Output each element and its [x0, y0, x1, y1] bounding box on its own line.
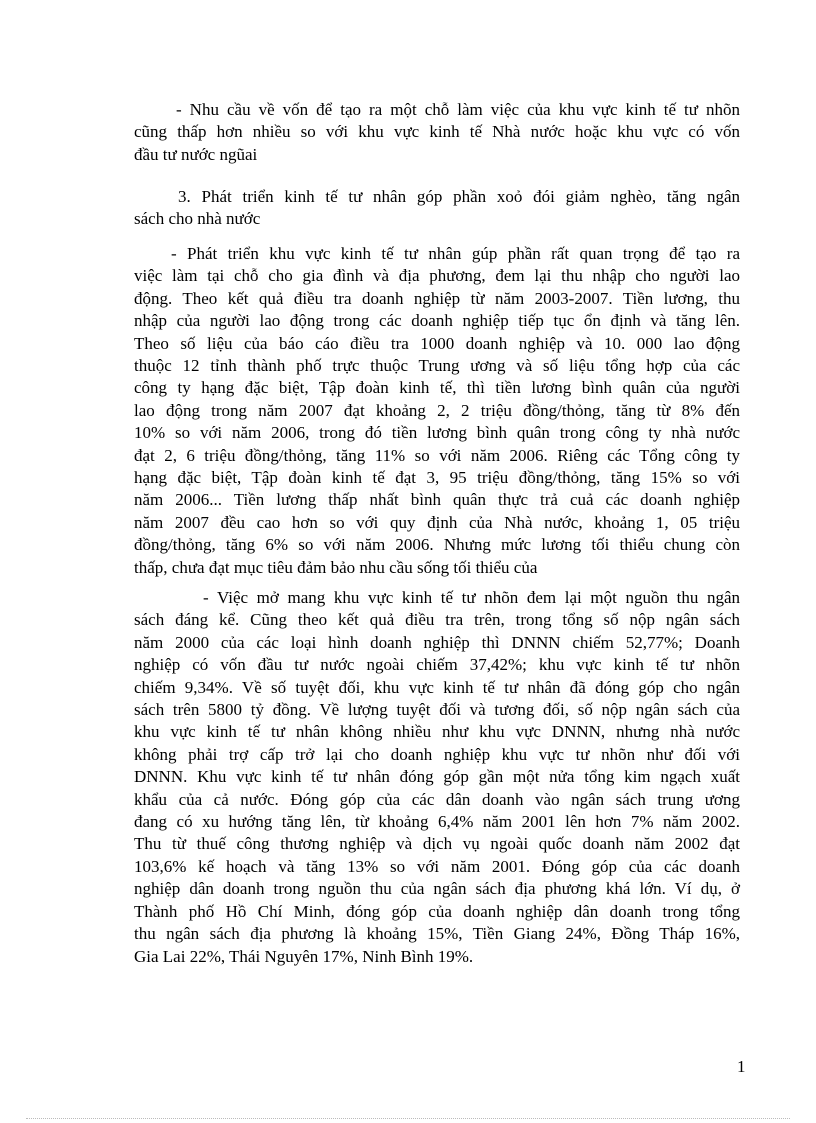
page-bottom-divider — [26, 1118, 790, 1119]
text-line: Theo số liệu của báo cáo điều tra 1000 doanh nghiệp và 10. 000 lao động — [134, 333, 740, 353]
text-line: công ty hạng đặc biệt, Tập đoàn kinh tế, thì tiền lương bình quân của người — [134, 378, 740, 398]
text-line: - Nhu cầu về vốn để tạo ra một chỗ làm việc của khu vực kinh tế tư nhõn — [176, 100, 740, 119]
text-line: thu ngân sách địa phương là khoảng 15%, Tiền Giang 24%, Đồng Tháp 16%, — [134, 924, 740, 944]
text-line: thấp, chưa đạt mục tiêu đảm bảo nhu cầu sống tối thiểu của — [134, 557, 538, 577]
text-line: đạt 2, 6 triệu đồng/thỏng, tăng 11% so với năm 2006. Riêng các Tổng công ty — [134, 445, 740, 465]
text-line: không phải trợ cấp trở lại cho doanh nghiệp khu vực tư nhõn như đối với — [134, 744, 740, 764]
text-line: nghiệp có vốn đầu tư nước ngoài chiếm 37,42%; khu vực kinh tế tư nhõn — [134, 655, 740, 675]
text-line: năm 2006... Tiền lương thấp nhất bình quân thực trả cuả các doanh nghiệp — [134, 490, 740, 510]
text-line: - Phát triển khu vực kinh tế tư nhân gúp phần rất quan trọng để tạo ra — [171, 244, 740, 263]
text-line: chiếm 9,34%. Về số tuyệt đối, khu vực kinh tế tư nhân đã đóng góp cho ngân — [134, 677, 740, 697]
text-line: - Việc mở mang khu vực kinh tế tư nhõn đem lại một nguồn thu ngân — [203, 588, 740, 607]
text-line: sách trên 5800 tỷ đồng. Về lượng tuyệt đối và tương đối, số nộp ngân sách của — [134, 700, 740, 720]
text-line: đầu tư nước ngũai — [134, 144, 258, 164]
text-line: 103,6% kế hoạch và tăng 13% so với năm 2001. Đóng góp của các doanh — [134, 856, 740, 876]
text-line: năm 2007 đều cao hơn so với quy định của Nhà nước, khoảng 1, 05 triệu — [134, 512, 740, 532]
section-heading-3 — [134, 186, 740, 231]
paragraph-budget — [134, 587, 740, 968]
heading-line: sách cho nhà nước — [134, 209, 261, 229]
text-line: năm 2000 của các loại hình doanh nghiệp thì DNNN chiếm 52,77%; Doanh — [134, 632, 740, 652]
text-line: đang có xu hướng tăng lên, từ khoảng 6,4% năm 2001 lên hơn 7% năm 2002. — [134, 812, 740, 832]
text-line: cũng thấp hơn nhiều so với khu vực kinh tế Nhà nước hoặc khu vực có vốn — [134, 122, 740, 142]
text-line: DNNN. Khu vực kinh tế tư nhân đóng góp gần một nửa tổng kim ngạch xuất — [134, 767, 740, 787]
text-line: đồng/thỏng, tăng 6% so với năm 2006. Nhưng mức lương tối thiểu chung còn — [134, 535, 740, 555]
text-line: sách đáng kể. Cũng theo kết quả điều tra trên, trong tổng số nộp ngân sách — [134, 610, 740, 630]
text-line: Thu từ thuế công thương nghiệp và dịch vụ ngoài quốc doanh năm 2002 đạt — [134, 834, 740, 854]
text-line: nghiệp dân doanh trong nguồn thu của ngân sách địa phương khá lớn. Ví dụ, ở — [134, 879, 740, 899]
text-line: lao động trong năm 2007 đạt khoảng 2, 2 triệu đồng/thỏng, tăng từ 8% đến — [134, 400, 740, 420]
page-number: 1 — [737, 1057, 746, 1076]
text-line: 10% so với năm 2006, trong đó tiền lương bình quân trong công ty nhà nước — [134, 423, 740, 443]
text-line: Gia Lai 22%, Thái Nguyên 17%, Ninh Bình 19%. — [134, 946, 474, 966]
text-line: hạng đặc biệt, Tập đoàn kinh tế đạt 3, 95 triệu đồng/thỏng, tăng 15% so với — [134, 468, 740, 488]
text-line: thuộc 12 tỉnh thành phố trực thuộc Trung ương và số liệu tổng hợp của các — [134, 356, 740, 376]
text-line: khu vực kinh tế tư nhân không nhiều như khu vực DNNN, nhưng nhà nước — [134, 722, 740, 742]
heading-line: 3. Phát triển kinh tế tư nhân góp phần xoỏ đói giảm nghèo, tăng ngân — [178, 187, 740, 206]
paragraph-capital-need — [134, 99, 740, 166]
text-line: động. Theo kết quả điều tra doanh nghiệp từ năm 2003-2007. Tiền lương, thu — [134, 288, 740, 308]
text-line: nhập của người lao động trong các doanh nghiệp tiếp tục ổn định và tăng lên. — [134, 311, 740, 331]
text-line: khẩu của cả nước. Đóng góp của các dân doanh vào ngân sách trung ương — [134, 789, 740, 809]
paragraph-income — [134, 243, 740, 579]
text-line: việc làm tại chỗ cho gia đình và địa phương, đem lại thu nhập cho người lao — [134, 266, 740, 286]
text-line: Thành phố Hồ Chí Minh, đóng góp của doanh nghiệp dân doanh trong tổng — [134, 901, 740, 921]
